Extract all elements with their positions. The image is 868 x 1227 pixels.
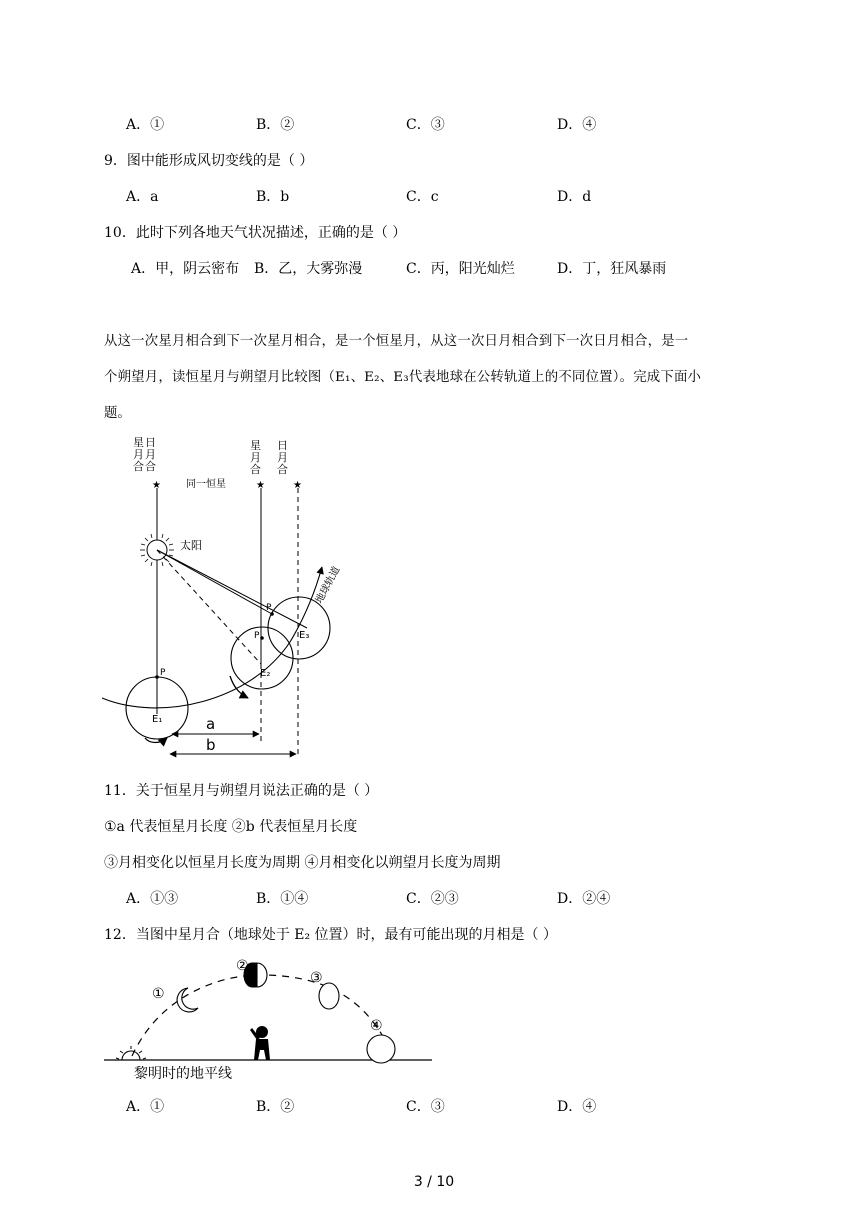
q8-option-c: C．③ bbox=[406, 117, 445, 133]
q12-option-d: D．④ bbox=[557, 1099, 597, 1115]
q10-option-b: B．乙，大雾弥漫 bbox=[254, 261, 363, 277]
moon-gibbous-icon bbox=[319, 983, 339, 1009]
marker-1: ① bbox=[152, 986, 165, 1002]
q9-option-c: C．c bbox=[406, 189, 439, 205]
sidereal-synodic-diagram bbox=[100, 432, 360, 764]
q12-option-a: A．① bbox=[126, 1099, 165, 1115]
moon-full-icon bbox=[367, 1035, 395, 1063]
sun-label: 太阳 bbox=[180, 539, 202, 552]
label-xingyue-1: 星 bbox=[133, 436, 144, 449]
q11-option-d: D．②④ bbox=[557, 891, 611, 907]
orbit-label: 地球轨道 bbox=[313, 564, 343, 606]
moon-phase-diagram bbox=[100, 950, 436, 1082]
q11-option-a: A．①③ bbox=[126, 891, 179, 907]
q8-option-a: A．① bbox=[126, 117, 165, 133]
marker-3: ③ bbox=[310, 970, 323, 986]
moon-crescent-icon bbox=[177, 988, 198, 1012]
intro-line-2: 个朔望月，读恒星月与朔望月比较图（E₁、E₂、E₃代表地球在公转轨道上的不同位置）。完成下面小 bbox=[104, 370, 702, 385]
q9-stem: 9．图中能形成风切变线的是（ ） bbox=[104, 153, 314, 169]
q8-option-b: B．② bbox=[256, 117, 295, 133]
q12-option-b: B．② bbox=[256, 1099, 295, 1115]
label-a: a bbox=[206, 715, 216, 733]
point-p-e3: P bbox=[266, 603, 272, 613]
label-e2-xing: 星 bbox=[250, 439, 261, 452]
same-star-label: 同一恒星 bbox=[186, 479, 226, 490]
label-riyue-2: 月 bbox=[145, 448, 156, 461]
page-number: 3 / 10 bbox=[413, 1174, 455, 1190]
label-e3-yue: 月 bbox=[277, 451, 288, 464]
q12-stem: 12．当图中星月合（地球处于 E₂ 位置）时，最有可能出现的月相是（ ） bbox=[104, 927, 557, 943]
label-xingyue-3: 合 bbox=[133, 460, 144, 473]
q9-option-a: A．a bbox=[126, 189, 159, 205]
label-b: b bbox=[206, 736, 216, 754]
q10-stem: 10．此时下列各地天气状况描述，正确的是（ ） bbox=[104, 225, 407, 241]
label-e3-ri: 日 bbox=[277, 439, 288, 452]
point-p-e1: P bbox=[160, 668, 166, 678]
q8-option-d: D．④ bbox=[557, 117, 597, 133]
marker-4: ④ bbox=[370, 1018, 383, 1034]
label-e2-he: 合 bbox=[250, 463, 261, 476]
q11-option-c: C．②③ bbox=[406, 891, 459, 907]
label-xingyue-2: 月 bbox=[133, 448, 144, 461]
q10-option-d: D．丁，狂风暴雨 bbox=[557, 261, 667, 277]
q11-option-b: B．①④ bbox=[256, 891, 309, 907]
horizon-label: 黎明时的地平线 bbox=[134, 1066, 232, 1082]
intro-line-3: 题。 bbox=[104, 406, 131, 421]
q11-statement-1: ①a 代表恒星月长度 ②b 代表恒星月长度 bbox=[104, 819, 358, 835]
q10-option-a: A．甲，阴云密布 bbox=[131, 261, 240, 277]
label-e2-yue: 月 bbox=[250, 451, 261, 464]
e2-label: E₂ bbox=[260, 668, 271, 679]
e3-label: E₃ bbox=[299, 630, 310, 641]
star-icon: ★ bbox=[256, 480, 265, 491]
star-icon: ★ bbox=[293, 480, 302, 491]
q10-option-c: C．丙，阳光灿烂 bbox=[406, 261, 515, 277]
label-riyue-1: 日 bbox=[145, 436, 156, 449]
e1-label: E₁ bbox=[152, 714, 163, 725]
q12-option-c: C．③ bbox=[406, 1099, 445, 1115]
marker-2: ② bbox=[236, 958, 249, 974]
star-icon: ★ bbox=[152, 480, 161, 491]
sun-icon bbox=[116, 1046, 146, 1060]
point-p-e2: P bbox=[254, 631, 260, 641]
earth-e3 bbox=[268, 597, 330, 659]
q9-option-d: D．d bbox=[557, 189, 592, 205]
observer-icon bbox=[250, 1026, 270, 1060]
intro-line-1: 从这一次星月相合到下一次星月相合，是一个恒星月，从这一次日月相合到下一次日月相合，是一 bbox=[104, 334, 689, 349]
q11-stem: 11．关于恒星月与朔望月说法正确的是（ ） bbox=[104, 783, 379, 799]
label-riyue-3: 合 bbox=[145, 460, 156, 473]
label-e3-he: 合 bbox=[277, 463, 288, 476]
q9-option-b: B．b bbox=[256, 189, 290, 205]
q11-statement-2: ③月相变化以恒星月长度为周期 ④月相变化以朔望月长度为周期 bbox=[104, 855, 501, 871]
